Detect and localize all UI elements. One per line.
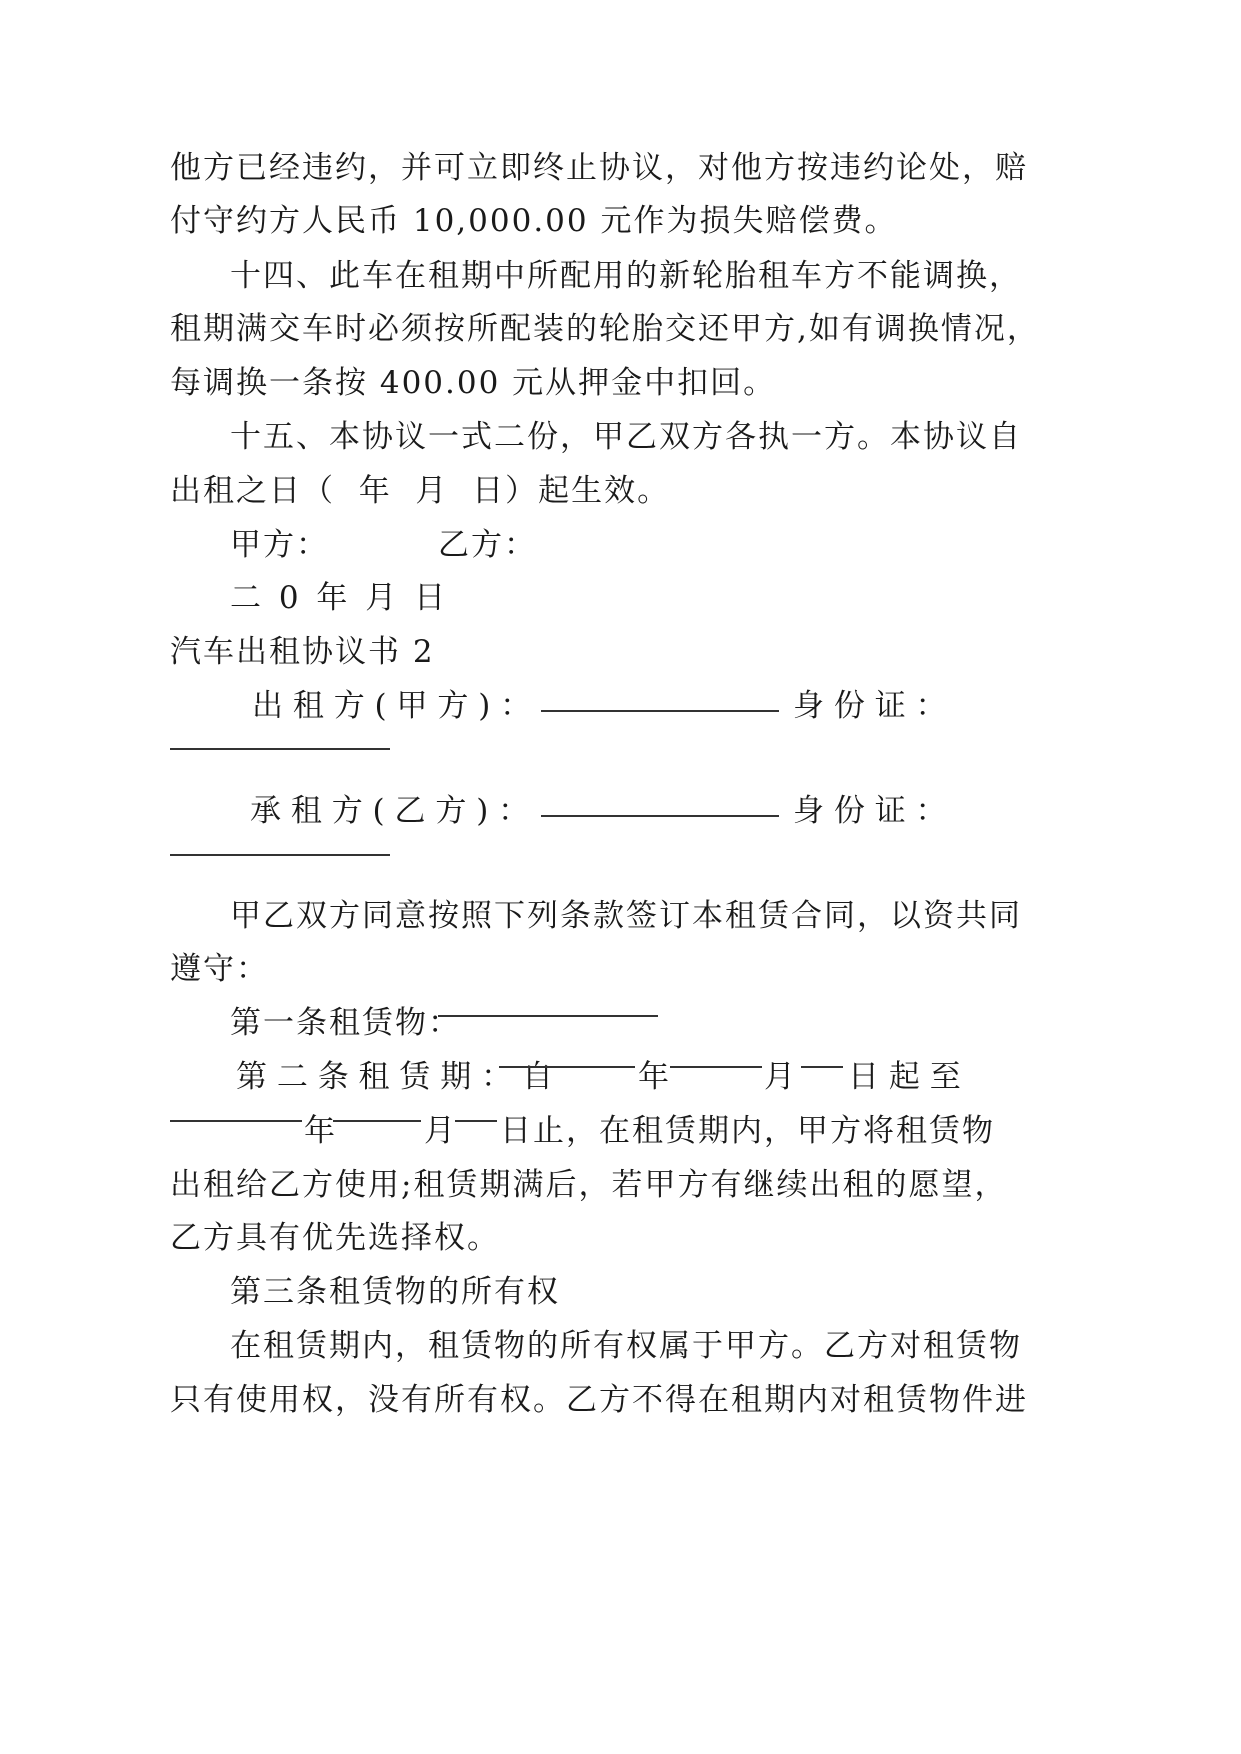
paragraph-line: 只有使用权，没有所有权。乙方不得在租期内对租赁物件进	[170, 1382, 1028, 1418]
paragraph-line: 租期满交车时必须按所配装的轮胎交还甲方,如有调换情况，	[170, 311, 1040, 347]
blank	[170, 1120, 302, 1122]
lessee-label: 承 租 方 ( 乙 方 ) ：	[250, 793, 530, 829]
text: 日 起 至	[848, 1059, 961, 1095]
lessor-blank	[541, 710, 779, 712]
paragraph-line: 付守约方人民币 10,000.00 元作为损失赔偿费。	[170, 203, 898, 239]
text: 年	[638, 1059, 669, 1095]
paragraph-line: 乙方具有优先选择权。	[170, 1220, 500, 1256]
paragraph-line: 出租给乙方使用;租赁期满后，若甲方有继续出租的愿望，	[170, 1167, 1008, 1203]
article-1: 第一条租赁物：	[230, 1005, 461, 1041]
id-blank	[170, 854, 390, 856]
paragraph-line: 十四、此车在租期中所配用的新轮胎租车方不能调换，	[230, 258, 1022, 294]
paragraph-line: 他方已经违约，并可立即终止协议，对他方按违约论处，赔	[170, 150, 1028, 186]
signature-party-a: 甲方：	[230, 527, 329, 563]
date-line: 二 0 年 月 日	[230, 580, 448, 616]
blank	[670, 1066, 762, 1068]
signature-party-b: 乙方：	[438, 527, 537, 563]
article-1-blank	[438, 1015, 658, 1017]
id-label: 身 份 证 ：	[793, 793, 947, 829]
text: 年	[304, 1113, 335, 1149]
id-blank	[170, 748, 390, 750]
paragraph-line: 甲乙双方同意按照下列条款签订本租赁合同，以资共同	[230, 898, 1022, 934]
blank	[333, 1120, 421, 1122]
paragraph-line: 在租赁期内，租赁物的所有权属于甲方。乙方对租赁物	[230, 1328, 1022, 1364]
paragraph-line: 十五、本协议一式二份，甲乙双方各执一方。本协议自	[230, 419, 1022, 455]
id-label: 身 份 证 ：	[793, 688, 947, 724]
paragraph-line: 每调换一条按 400.00 元从押金中扣回。	[170, 365, 777, 401]
blank	[499, 1066, 635, 1068]
paragraph-line: 遵守：	[170, 951, 269, 987]
text: 月	[764, 1059, 795, 1095]
article-3-title: 第三条租赁物的所有权	[230, 1274, 560, 1310]
text: 月	[424, 1113, 455, 1149]
lessor-label: 出 租 方 ( 甲 方 ) ：	[252, 688, 532, 724]
article-2-prefix: 第 二 条 租 赁 期 ： 自	[236, 1059, 553, 1095]
blank	[455, 1120, 497, 1122]
paragraph-line: 出租之日（ 年 月 日）起生效。	[170, 473, 671, 509]
blank	[801, 1066, 843, 1068]
text: 日止，在租赁期内，甲方将租赁物	[500, 1113, 995, 1149]
section-title: 汽车出租协议书 2	[170, 634, 435, 670]
lessee-blank	[541, 815, 779, 817]
